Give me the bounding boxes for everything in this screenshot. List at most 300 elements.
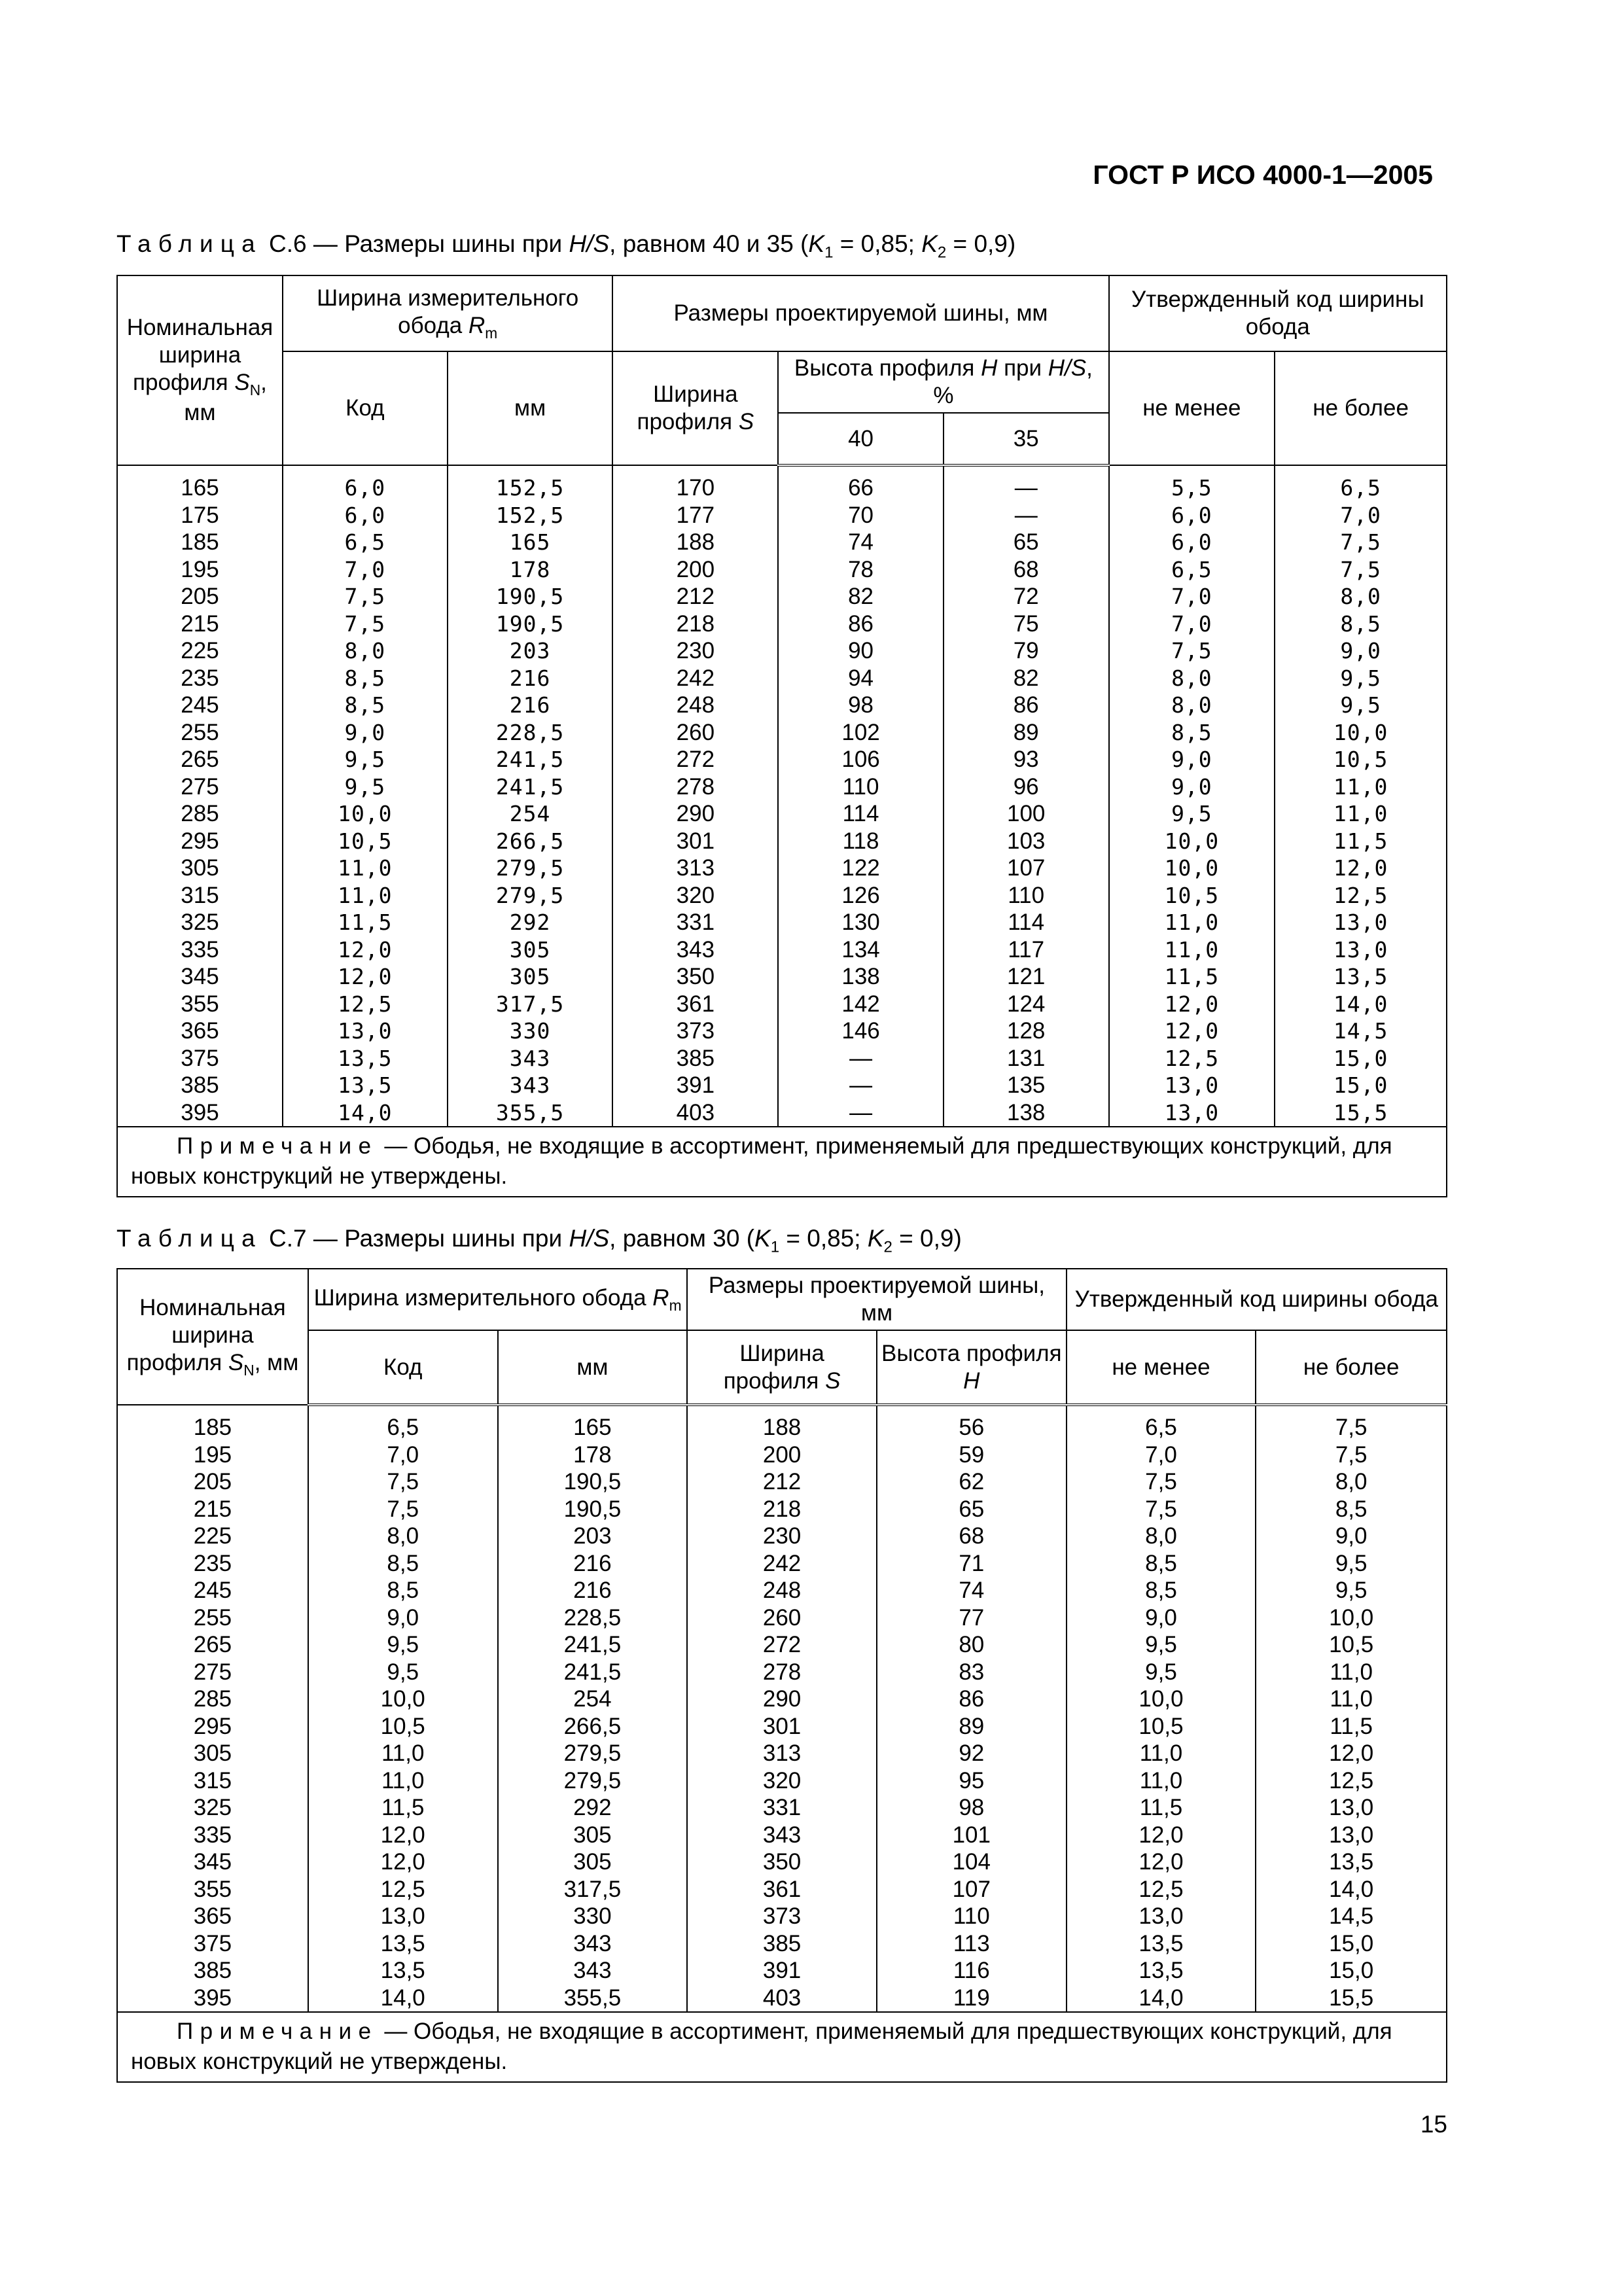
table-cell: 385 <box>117 1072 283 1099</box>
table-cell: 313 <box>612 855 778 882</box>
table-cell: 65 <box>877 1496 1067 1523</box>
table-cell: 9,0 <box>1256 1523 1447 1550</box>
table-cell: 305 <box>117 1740 308 1767</box>
table-row <box>117 1577 1447 1604</box>
table-row <box>117 1045 1447 1072</box>
table-cell: 248 <box>612 692 778 719</box>
header-unit: , % <box>933 355 1093 408</box>
table-cell: 13,0 <box>1109 1099 1275 1127</box>
table-cell: 10,5 <box>283 828 448 855</box>
table-cell: 90 <box>778 637 944 665</box>
header-text: Ширина профиля <box>723 1340 824 1394</box>
table-cell: 6,0 <box>1109 502 1275 529</box>
table-cell: 178 <box>498 1441 688 1469</box>
header-s: S <box>234 369 250 395</box>
header-nominal-width <box>117 1269 308 1405</box>
table-cell: 205 <box>117 1468 308 1496</box>
table-cell: 177 <box>612 502 778 529</box>
table-cell: 216 <box>498 1577 688 1604</box>
table-cell: 242 <box>612 665 778 692</box>
header-rim-width <box>308 1269 687 1330</box>
table-cell: 8,0 <box>1067 1523 1256 1550</box>
table-cell: 71 <box>877 1550 1067 1578</box>
table-row <box>117 719 1447 747</box>
header-mid: при <box>997 355 1048 381</box>
table-cell: 15,0 <box>1256 1930 1447 1958</box>
table-row <box>117 665 1447 692</box>
table-cell: 279,5 <box>448 882 613 910</box>
table-c7-caption <box>116 1225 962 1256</box>
table-cell: 7,5 <box>1067 1468 1256 1496</box>
table-cell: 9,0 <box>1109 746 1275 773</box>
table-cell: 6,5 <box>1109 556 1275 584</box>
table-cell: 10,0 <box>283 800 448 828</box>
table-cell: 92 <box>877 1740 1067 1767</box>
table-cell: 391 <box>612 1072 778 1099</box>
table-cell: 7,5 <box>1256 1405 1447 1441</box>
table-cell: 9,5 <box>1067 1631 1256 1659</box>
header-text: Высота профиля <box>881 1340 1062 1366</box>
table-cell: 8,5 <box>283 665 448 692</box>
table-cell: 12,5 <box>1067 1876 1256 1903</box>
table-cell: 355 <box>117 1876 308 1903</box>
table-cell: 8,0 <box>1109 665 1275 692</box>
table-cell: 254 <box>498 1686 688 1713</box>
table-cell: 292 <box>448 909 613 936</box>
table-cell: 80 <box>877 1631 1067 1659</box>
header-r: R <box>468 312 485 338</box>
table-cell: 138 <box>944 1099 1109 1127</box>
table-cell: 14,0 <box>1256 1876 1447 1903</box>
table-cell: 6,0 <box>1109 529 1275 556</box>
table-cell: 216 <box>498 1550 688 1578</box>
table-row <box>117 1405 1447 1441</box>
table-row <box>117 692 1447 719</box>
caption-text: С.7 — Размеры шины при <box>262 1225 569 1252</box>
table-cell: 13,5 <box>283 1072 448 1099</box>
table-cell: 14,0 <box>1275 991 1447 1018</box>
table-cell: 13,0 <box>1275 936 1447 964</box>
table-cell: 212 <box>612 583 778 610</box>
table-row <box>117 1713 1447 1740</box>
table-cell: 216 <box>448 692 613 719</box>
table-cell: 9,0 <box>1067 1604 1256 1632</box>
table-cell: 83 <box>877 1659 1067 1686</box>
table-row <box>117 1848 1447 1876</box>
header-s-sub: N <box>243 1361 255 1379</box>
table-cell: 126 <box>778 882 944 910</box>
table-cell: 165 <box>448 529 613 556</box>
table-cell: 93 <box>944 746 1109 773</box>
note-text: — Ободья, не входящие в ассортимент, применяемый для предшествующих конструкций, для новых конструкций не утверждены. <box>131 2019 1392 2074</box>
table-cell: 279,5 <box>498 1740 688 1767</box>
table-cell: 361 <box>687 1876 877 1903</box>
note-text: — Ободья, не входящие в ассортимент, применяемый для предшествующих конструкций, для новых конструкций не утверждены. <box>131 1133 1392 1189</box>
table-cell: 152,5 <box>448 502 613 529</box>
table-cell: 6,5 <box>308 1405 498 1441</box>
table-cell: 260 <box>687 1604 877 1632</box>
note-label: Примечание <box>177 2019 378 2044</box>
table-cell: 279,5 <box>448 855 613 882</box>
table-cell: 266,5 <box>448 828 613 855</box>
header-s: S <box>738 409 754 434</box>
table-cell: 119 <box>877 1985 1067 2013</box>
table-cell: 11,0 <box>1067 1767 1256 1795</box>
table-cell: 6,0 <box>283 465 448 502</box>
table-row <box>117 465 1447 502</box>
table-cell: 343 <box>687 1822 877 1849</box>
table-cell: 134 <box>778 936 944 964</box>
table-row <box>117 556 1447 584</box>
table-cell: 373 <box>687 1903 877 1930</box>
table-cell: 7,0 <box>1109 610 1275 638</box>
table-cell: 241,5 <box>448 773 613 801</box>
table-row <box>117 800 1447 828</box>
table-cell: 13,5 <box>1256 1848 1447 1876</box>
table-cell: 13,5 <box>1067 1930 1256 1958</box>
table-cell: — <box>944 502 1109 529</box>
table-row <box>117 1072 1447 1099</box>
table-cell: 403 <box>687 1985 877 2013</box>
table-cell: 292 <box>498 1794 688 1822</box>
table-cell: 10,5 <box>1067 1713 1256 1740</box>
table-cell: 89 <box>877 1713 1067 1740</box>
table-cell: 11,5 <box>308 1794 498 1822</box>
table-cell: 110 <box>778 773 944 801</box>
table-cell: 315 <box>117 1767 308 1795</box>
header-h35: 35 <box>944 413 1109 465</box>
header-design-dimensions: Размеры проектируемой шины, мм <box>687 1269 1066 1330</box>
header-text: Номинальная ширина профиля <box>126 1294 286 1375</box>
table-cell: 205 <box>117 583 283 610</box>
table-cell: 375 <box>117 1930 308 1958</box>
header-max: не более <box>1275 351 1447 465</box>
table-row <box>117 1604 1447 1632</box>
table-cell: 11,0 <box>1256 1686 1447 1713</box>
header-r-sub: m <box>669 1296 682 1314</box>
table-row <box>117 1903 1447 1930</box>
table-cell: 117 <box>944 936 1109 964</box>
caption-k2: K <box>921 230 938 257</box>
table-row <box>117 1468 1447 1496</box>
table-cell: 103 <box>944 828 1109 855</box>
table-cell: 65 <box>944 529 1109 556</box>
table-cell: 228,5 <box>498 1604 688 1632</box>
table-cell: 265 <box>117 746 283 773</box>
table-cell: 12,5 <box>1256 1767 1447 1795</box>
header-approved-code: Утвержденный код ширины обода <box>1067 1269 1447 1330</box>
table-cell: 11,0 <box>308 1767 498 1795</box>
document-code: ГОСТ Р ИСО 4000-1—2005 <box>1093 160 1433 190</box>
table-cell: 7,5 <box>1275 556 1447 584</box>
header-text: Высота профиля <box>794 355 981 381</box>
caption-k1-val: = 0,85; <box>779 1225 868 1252</box>
table-cell: 391 <box>687 1957 877 1985</box>
table-cell: 86 <box>778 610 944 638</box>
table-row <box>117 1659 1447 1686</box>
table-cell: 72 <box>944 583 1109 610</box>
caption-mid: , равном 30 ( <box>609 1225 755 1252</box>
table-cell: 403 <box>612 1099 778 1127</box>
table-cell: 7,0 <box>283 556 448 584</box>
table-cell: 265 <box>117 1631 308 1659</box>
table-cell: 110 <box>877 1903 1067 1930</box>
header-min: не менее <box>1067 1330 1256 1405</box>
table-cell: 11,5 <box>1109 963 1275 991</box>
table-row <box>117 502 1447 529</box>
table-row <box>117 1930 1447 1958</box>
table-cell: 305 <box>448 936 613 964</box>
table-row <box>117 1957 1447 1985</box>
caption-mid: , равном 40 и 35 ( <box>609 230 809 257</box>
table-cell: 365 <box>117 1903 308 1930</box>
table-cell: 245 <box>117 692 283 719</box>
table-cell: 385 <box>687 1930 877 1958</box>
table-cell: 98 <box>778 692 944 719</box>
table-cell: 14,0 <box>283 1099 448 1127</box>
table-row <box>117 1441 1447 1469</box>
table-c7-note <box>117 2012 1447 2082</box>
table-cell: 248 <box>687 1577 877 1604</box>
caption-hs: H/S <box>569 230 610 257</box>
table-cell: 7,5 <box>1109 637 1275 665</box>
header-h: H <box>963 1368 980 1394</box>
table-cell: 395 <box>117 1099 283 1127</box>
header-text: Ширина профиля <box>637 381 738 434</box>
header-text: Ширина измерительного обода <box>317 285 579 338</box>
table-cell: 373 <box>612 1017 778 1045</box>
table-cell: 11,5 <box>1275 828 1447 855</box>
table-cell: 216 <box>448 665 613 692</box>
table-cell: 130 <box>778 909 944 936</box>
table-cell: 385 <box>612 1045 778 1072</box>
header-approved-code: Утвержденный код ширины обода <box>1109 275 1447 351</box>
table-cell: 7,0 <box>308 1441 498 1469</box>
table-cell: 8,5 <box>1109 719 1275 747</box>
table-cell: 241,5 <box>498 1659 688 1686</box>
table-cell: 7,0 <box>1067 1441 1256 1469</box>
table-cell: 331 <box>687 1794 877 1822</box>
table-cell: 255 <box>117 1604 308 1632</box>
table-cell: 142 <box>778 991 944 1018</box>
table-cell: 315 <box>117 882 283 910</box>
table-cell: 10,5 <box>308 1713 498 1740</box>
table-cell: 56 <box>877 1405 1067 1441</box>
table-cell: 188 <box>612 529 778 556</box>
table-cell: 8,5 <box>1275 610 1447 638</box>
header-design-dimensions: Размеры проектируемой шины, мм <box>612 275 1108 351</box>
caption-hs: H/S <box>569 1225 610 1252</box>
table-cell: 279,5 <box>498 1767 688 1795</box>
table-cell: 331 <box>612 909 778 936</box>
header-profile-height <box>778 351 1108 413</box>
table-cell: 11,0 <box>1275 800 1447 828</box>
table-cell: 242 <box>687 1550 877 1578</box>
table-cell: 12,0 <box>1109 1017 1275 1045</box>
table-cell: 11,0 <box>308 1740 498 1767</box>
table-cell: 118 <box>778 828 944 855</box>
table-cell: 59 <box>877 1441 1067 1469</box>
caption-k1: K <box>754 1225 771 1252</box>
table-cell: 355,5 <box>448 1099 613 1127</box>
table-cell: 178 <box>448 556 613 584</box>
table-cell: 9,5 <box>1256 1550 1447 1578</box>
table-row <box>117 1985 1447 2013</box>
caption-prefix: Таблица <box>116 1225 262 1252</box>
table-cell: 152,5 <box>448 465 613 502</box>
table-cell: 10,0 <box>1275 719 1447 747</box>
table-cell: 95 <box>877 1767 1067 1795</box>
table-cell: 100 <box>944 800 1109 828</box>
table-cell: 350 <box>687 1848 877 1876</box>
table-cell: 343 <box>448 1045 613 1072</box>
table-cell: 355 <box>117 991 283 1018</box>
table-cell: 10,0 <box>1109 855 1275 882</box>
table-row <box>117 963 1447 991</box>
table-cell: 89 <box>944 719 1109 747</box>
caption-k2: K <box>867 1225 884 1252</box>
table-cell: 7,5 <box>1067 1496 1256 1523</box>
table-cell: 175 <box>117 502 283 529</box>
table-cell: 9,0 <box>308 1604 498 1632</box>
header-rim-width <box>283 275 613 351</box>
table-cell: 15,5 <box>1275 1099 1447 1127</box>
table-cell: 9,5 <box>1109 800 1275 828</box>
table-cell: 10,5 <box>1256 1631 1447 1659</box>
table-cell: 10,5 <box>1275 746 1447 773</box>
table-cell: — <box>944 465 1109 502</box>
table-row <box>117 855 1447 882</box>
table-cell: 235 <box>117 1550 308 1578</box>
table-cell: 330 <box>498 1903 688 1930</box>
caption-prefix: Таблица <box>116 230 262 257</box>
note-label: Примечание <box>177 1133 378 1159</box>
table-cell: 78 <box>778 556 944 584</box>
table-cell: 7,5 <box>1275 529 1447 556</box>
table-cell: 104 <box>877 1848 1067 1876</box>
table-cell: 13,0 <box>1067 1903 1256 1930</box>
table-cell: 225 <box>117 637 283 665</box>
table-cell: 9,5 <box>1275 692 1447 719</box>
table-cell: 79 <box>944 637 1109 665</box>
table-cell: 11,0 <box>283 855 448 882</box>
table-cell: 116 <box>877 1957 1067 1985</box>
table-cell: 13,0 <box>308 1903 498 1930</box>
table-cell: 107 <box>944 855 1109 882</box>
table-cell: 15,5 <box>1256 1985 1447 2013</box>
caption-k2-sub: 2 <box>937 243 947 262</box>
header-nominal-width <box>117 275 283 465</box>
table-cell: 12,0 <box>308 1822 498 1849</box>
table-cell: 185 <box>117 1405 308 1441</box>
table-cell: 330 <box>448 1017 613 1045</box>
table-cell: 190,5 <box>498 1468 688 1496</box>
table-cell: 203 <box>448 637 613 665</box>
table-cell: 295 <box>117 1713 308 1740</box>
table-cell: 200 <box>687 1441 877 1469</box>
table-cell: 8,0 <box>308 1523 498 1550</box>
table-cell: 11,0 <box>1256 1659 1447 1686</box>
caption-k2-val: = 0,9) <box>946 230 1016 257</box>
table-cell: 185 <box>117 529 283 556</box>
table-cell: 12,0 <box>1067 1848 1256 1876</box>
table-cell: 254 <box>448 800 613 828</box>
table-cell: 203 <box>498 1523 688 1550</box>
table-cell: 12,0 <box>1256 1740 1447 1767</box>
header-mm: мм <box>448 351 613 465</box>
table-cell: 9,5 <box>1256 1577 1447 1604</box>
table-cell: 10,0 <box>1109 828 1275 855</box>
table-cell: 200 <box>612 556 778 584</box>
table-cell: 313 <box>687 1740 877 1767</box>
table-cell: 218 <box>612 610 778 638</box>
table-cell: 62 <box>877 1468 1067 1496</box>
table-cell: 124 <box>944 991 1109 1018</box>
table-cell: 75 <box>944 610 1109 638</box>
table-cell: 66 <box>778 465 944 502</box>
table-row <box>117 1523 1447 1550</box>
table-cell: 290 <box>612 800 778 828</box>
caption-k2-val: = 0,9) <box>892 1225 962 1252</box>
table-row <box>117 1496 1447 1523</box>
table-row <box>117 1686 1447 1713</box>
table-cell: 68 <box>944 556 1109 584</box>
table-cell: 165 <box>117 465 283 502</box>
table-cell: 12,0 <box>283 963 448 991</box>
header-max: не более <box>1256 1330 1447 1405</box>
table-cell: 275 <box>117 773 283 801</box>
table-cell: 15,0 <box>1256 1957 1447 1985</box>
table-cell: 301 <box>687 1713 877 1740</box>
table-cell: 121 <box>944 963 1109 991</box>
header-s: S <box>825 1368 841 1394</box>
table-cell: 12,0 <box>1109 991 1275 1018</box>
table-cell: 241,5 <box>498 1631 688 1659</box>
table-cell: 325 <box>117 909 283 936</box>
table-cell: 385 <box>117 1957 308 1985</box>
table-cell: 272 <box>687 1631 877 1659</box>
table-cell: 190,5 <box>498 1496 688 1523</box>
table-cell: 266,5 <box>498 1713 688 1740</box>
table-row <box>117 991 1447 1018</box>
table-cell: 355,5 <box>498 1985 688 2013</box>
table-cell: 8,0 <box>1275 583 1447 610</box>
table-cell: 14,5 <box>1256 1903 1447 1930</box>
table-cell: 7,5 <box>308 1496 498 1523</box>
table-cell: 272 <box>612 746 778 773</box>
table-cell: 305 <box>498 1822 688 1849</box>
table-cell: 345 <box>117 963 283 991</box>
table-cell: 9,5 <box>1067 1659 1256 1686</box>
table-cell: 12,5 <box>308 1876 498 1903</box>
table-cell: 7,5 <box>283 610 448 638</box>
table-row <box>117 828 1447 855</box>
table-cell: — <box>778 1099 944 1127</box>
table-cell: 8,0 <box>1109 692 1275 719</box>
table-cell: 113 <box>877 1930 1067 1958</box>
table-cell: 10,5 <box>1109 882 1275 910</box>
table-row <box>117 637 1447 665</box>
table-cell: 7,0 <box>1275 502 1447 529</box>
table-cell: 11,0 <box>1109 936 1275 964</box>
table-cell: 8,0 <box>1256 1468 1447 1496</box>
table-row <box>117 909 1447 936</box>
table-cell: 195 <box>117 1441 308 1469</box>
table-cell: 7,0 <box>1109 583 1275 610</box>
table-cell: — <box>778 1045 944 1072</box>
table-cell: 6,5 <box>1067 1405 1256 1441</box>
table-cell: 15,0 <box>1275 1072 1447 1099</box>
